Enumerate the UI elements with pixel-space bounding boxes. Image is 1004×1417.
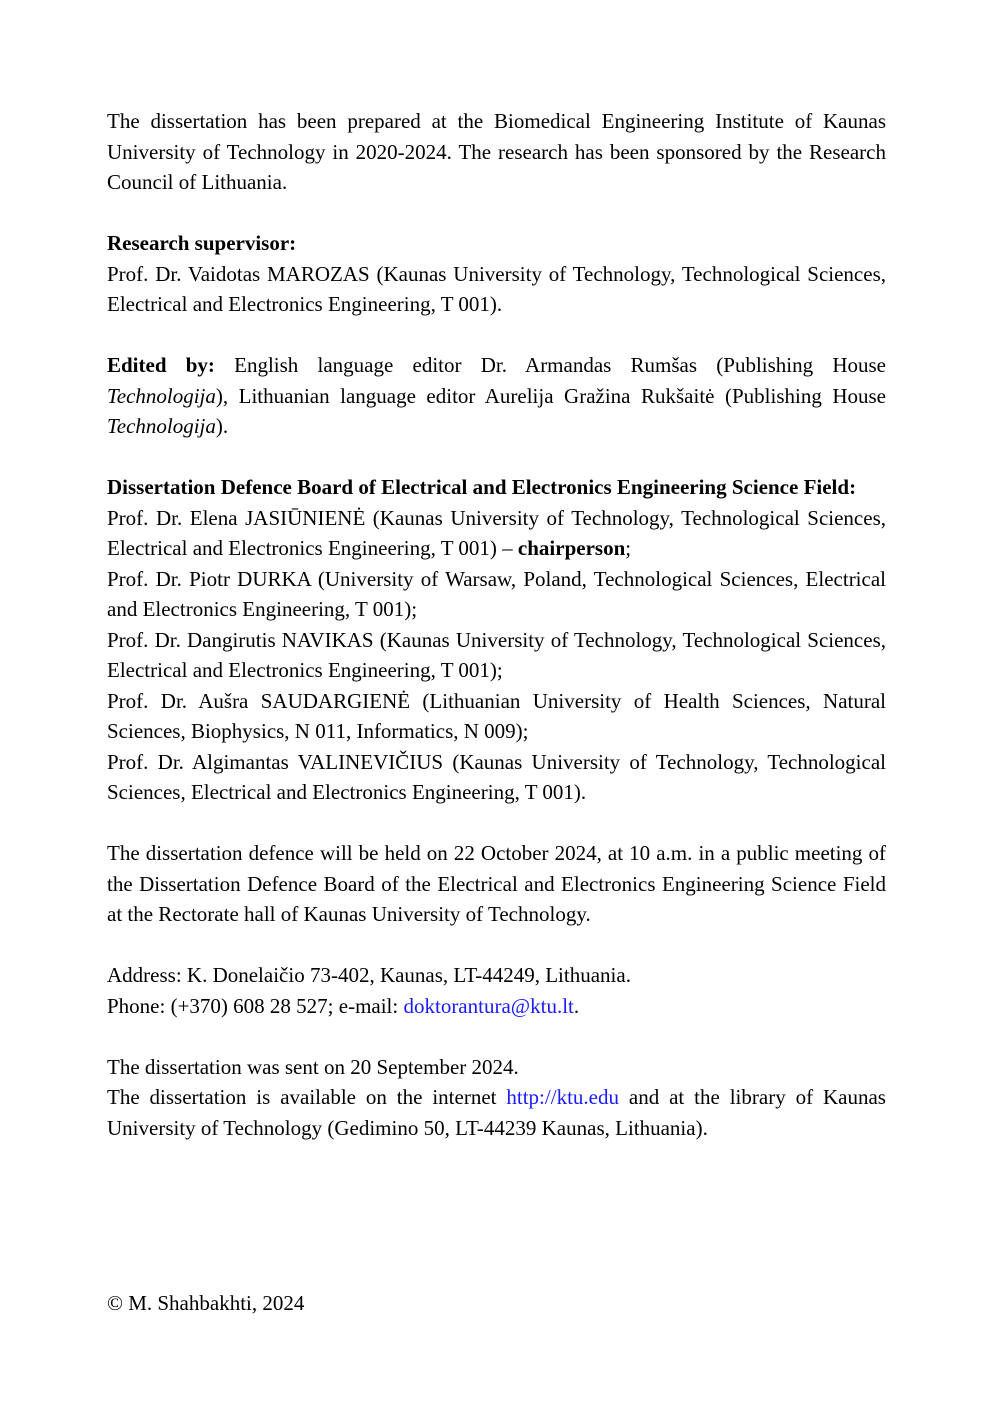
supervisor-text: Prof. Dr. Vaidotas MAROZAS (Kaunas University of Technology, Technological Sciences, Electrical and Electronics Engineering, T 001).	[107, 261, 886, 316]
edited-by-text-1: English language editor Dr. Armandas Rumšas (Publishing House	[214, 353, 886, 377]
intro-paragraph: The dissertation has been prepared at the Biomedical Engineering Institute of Kaunas University of Technology in 2020-2024. The research has been sponsored by the Research Council of Lithuania.	[107, 109, 886, 194]
availability-line	[107, 1082, 886, 1143]
supervisor-section	[107, 228, 886, 320]
board-member-chair	[107, 503, 886, 564]
sent-date-line: The dissertation was sent on 20 September 2024.	[107, 1054, 519, 1079]
board-member-1-text: Prof. Dr. Elena JASIŪNIENĖ (Kaunas University of Technology, Technological Sciences, Electrical and Electronics Engineering, T 001) –	[107, 505, 886, 560]
copyright-notice: © M. Shahbakhti, 2024	[107, 1291, 305, 1315]
phone-text: Phone: (+370) 608 28 527; e-mail:	[107, 993, 404, 1018]
phone-line	[107, 991, 886, 1022]
edited-by-text-3: ).	[215, 414, 229, 438]
document-page	[107, 106, 886, 1174]
board-member-4: Prof. Dr. Aušra SAUDARGIENĖ (Lithuanian University of Health Sciences, Natural Sciences, Biophysics, N 011, Informatics, N 009);	[107, 688, 886, 743]
board-member-2: Prof. Dr. Piotr DURKA (University of Warsaw, Poland, Technological Sciences, Electrical and Electronics Engineering, T 001);	[107, 566, 886, 621]
availability-section	[107, 1052, 886, 1144]
address-line: Address: K. Donelaičio 73-402, Kaunas, LT-44249, Lithuania.	[107, 963, 631, 987]
publisher-name-1: Technologija	[107, 383, 216, 408]
board-member-3: Prof. Dr. Dangirutis NAVIKAS (Kaunas University of Technology, Technological Sciences, Electrical and Electronics Engineering, T 001);	[107, 627, 886, 682]
edited-by-text-2: ), Lithuanian language editor Aurelija Gražina Rukšaitė (Publishing House	[215, 383, 886, 408]
website-link[interactable]: http://ktu.edu	[506, 1085, 619, 1109]
supervisor-heading: Research supervisor:	[107, 231, 297, 255]
defence-board-section	[107, 472, 886, 808]
board-member-5: Prof. Dr. Algimantas VALINEVIČIUS (Kaunas University of Technology, Technological Sciences, Electrical and Electronics Engineering, T 001).	[107, 749, 886, 804]
availability-suffix: and at the library of Kaunas University of Technology (Gedimino 50, LT-44239 Kaunas, Lithuania).	[107, 1085, 886, 1140]
phone-suffix: .	[573, 993, 580, 1018]
publisher-name-2: Technologija	[107, 414, 216, 438]
email-link[interactable]: doktorantura@ktu.lt	[403, 993, 574, 1018]
edited-by-heading: Edited by:	[107, 353, 215, 377]
board-member-1-end: ;	[625, 536, 632, 560]
defence-board-heading: Dissertation Defence Board of Electrical and Electronics Engineering Science Field:	[107, 475, 857, 499]
availability-prefix: The dissertation is available on the internet	[107, 1085, 507, 1109]
defence-paragraph: The dissertation defence will be held on 22 October 2024, at 10 a.m. in a public meeting of the Dissertation Defence Board of the Electrical and Electronics Engineering Science Field at the Rectorate hall of Kaunas University of Technology.	[107, 841, 886, 926]
contact-section	[107, 960, 886, 1021]
chairperson-label: chairperson	[517, 536, 626, 560]
edited-by-paragraph	[107, 350, 886, 442]
